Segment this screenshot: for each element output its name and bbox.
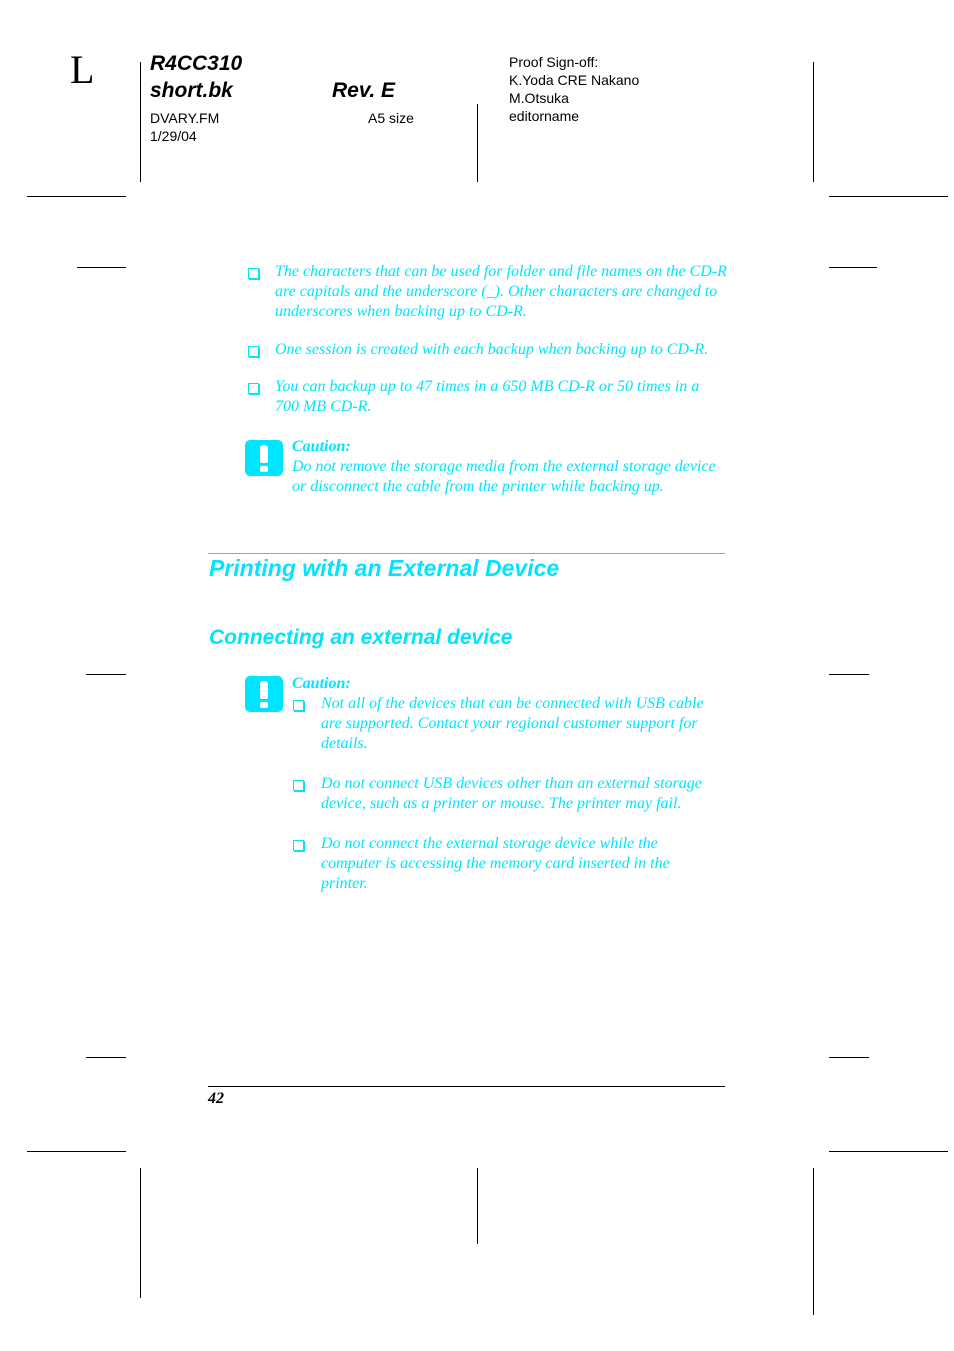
crop-mark — [86, 1057, 126, 1058]
crop-mark — [477, 104, 478, 182]
section-title: Printing with an External Device — [209, 555, 560, 581]
revision: Rev. E — [332, 79, 396, 102]
crop-mark — [829, 674, 869, 675]
book-code: R4CC310 — [150, 52, 243, 75]
proof-line-3: editorname — [509, 108, 580, 124]
crop-mark — [86, 674, 126, 675]
checkbox-bullet-icon — [248, 346, 259, 357]
caution-text: Do not remove the storage media from the external storage device or disconnect the cable from the printer while backing up. — [292, 458, 716, 495]
checkbox-bullet-icon — [293, 780, 304, 791]
book-file: short.bk — [150, 79, 233, 102]
file-name: DVARY.FM — [150, 110, 220, 126]
crop-mark — [813, 62, 814, 182]
caution-exclamation-icon — [245, 676, 283, 712]
proof-line-1: K.Yoda CRE Nakano — [509, 72, 640, 88]
checkbox-bullet-icon — [248, 268, 259, 279]
note-item: You can backup up to 47 times in a 650 MB CD-R or 50 times in a 700 MB CD-R. — [275, 378, 700, 415]
crop-mark — [813, 1168, 814, 1315]
crop-mark — [829, 196, 948, 197]
footer-rule — [208, 1086, 725, 1087]
caution-exclamation-icon — [245, 440, 283, 476]
crop-mark — [140, 62, 141, 182]
caution-item: Do not connect the external storage device while the computer is accessing the memory card inserted in the printer. — [321, 835, 670, 892]
crop-mark — [77, 267, 126, 268]
note-item: One session is created with each backup when backing up to CD-R. — [275, 341, 709, 358]
section-subtitle: Connecting an external device — [209, 626, 513, 649]
crop-mark — [27, 196, 126, 197]
crop-mark — [140, 1168, 141, 1298]
proof-label: Proof Sign-off: — [509, 54, 599, 70]
note-item: The characters that can be used for folder and file names on the CD-R are capitals and the underscore (_). Other characters are changed to underscores when backing up to CD-R. — [275, 263, 727, 320]
caution-title: Caution: — [292, 675, 351, 692]
checkbox-bullet-icon — [293, 700, 304, 711]
crop-mark — [829, 1151, 948, 1152]
checkbox-bullet-icon — [293, 840, 304, 851]
date: 1/29/04 — [150, 128, 197, 144]
checkbox-bullet-icon — [248, 383, 259, 394]
caution-item: Not all of the devices that can be connected with USB cable are supported. Contact your regional customer support for details. — [321, 695, 704, 752]
caution-item: Do not connect USB devices other than an external storage device, such as a printer or mouse. The printer may fail. — [321, 775, 702, 812]
crop-mark — [829, 267, 877, 268]
caution-title: Caution: — [292, 438, 351, 455]
corner-letter: L — [70, 47, 95, 92]
crop-mark — [477, 1168, 478, 1244]
crop-mark — [27, 1151, 126, 1152]
proof-line-2: M.Otsuka — [509, 90, 569, 106]
crop-mark — [829, 1057, 869, 1058]
paper-size: A5 size — [368, 110, 414, 126]
page-number: 42 — [208, 1090, 224, 1107]
